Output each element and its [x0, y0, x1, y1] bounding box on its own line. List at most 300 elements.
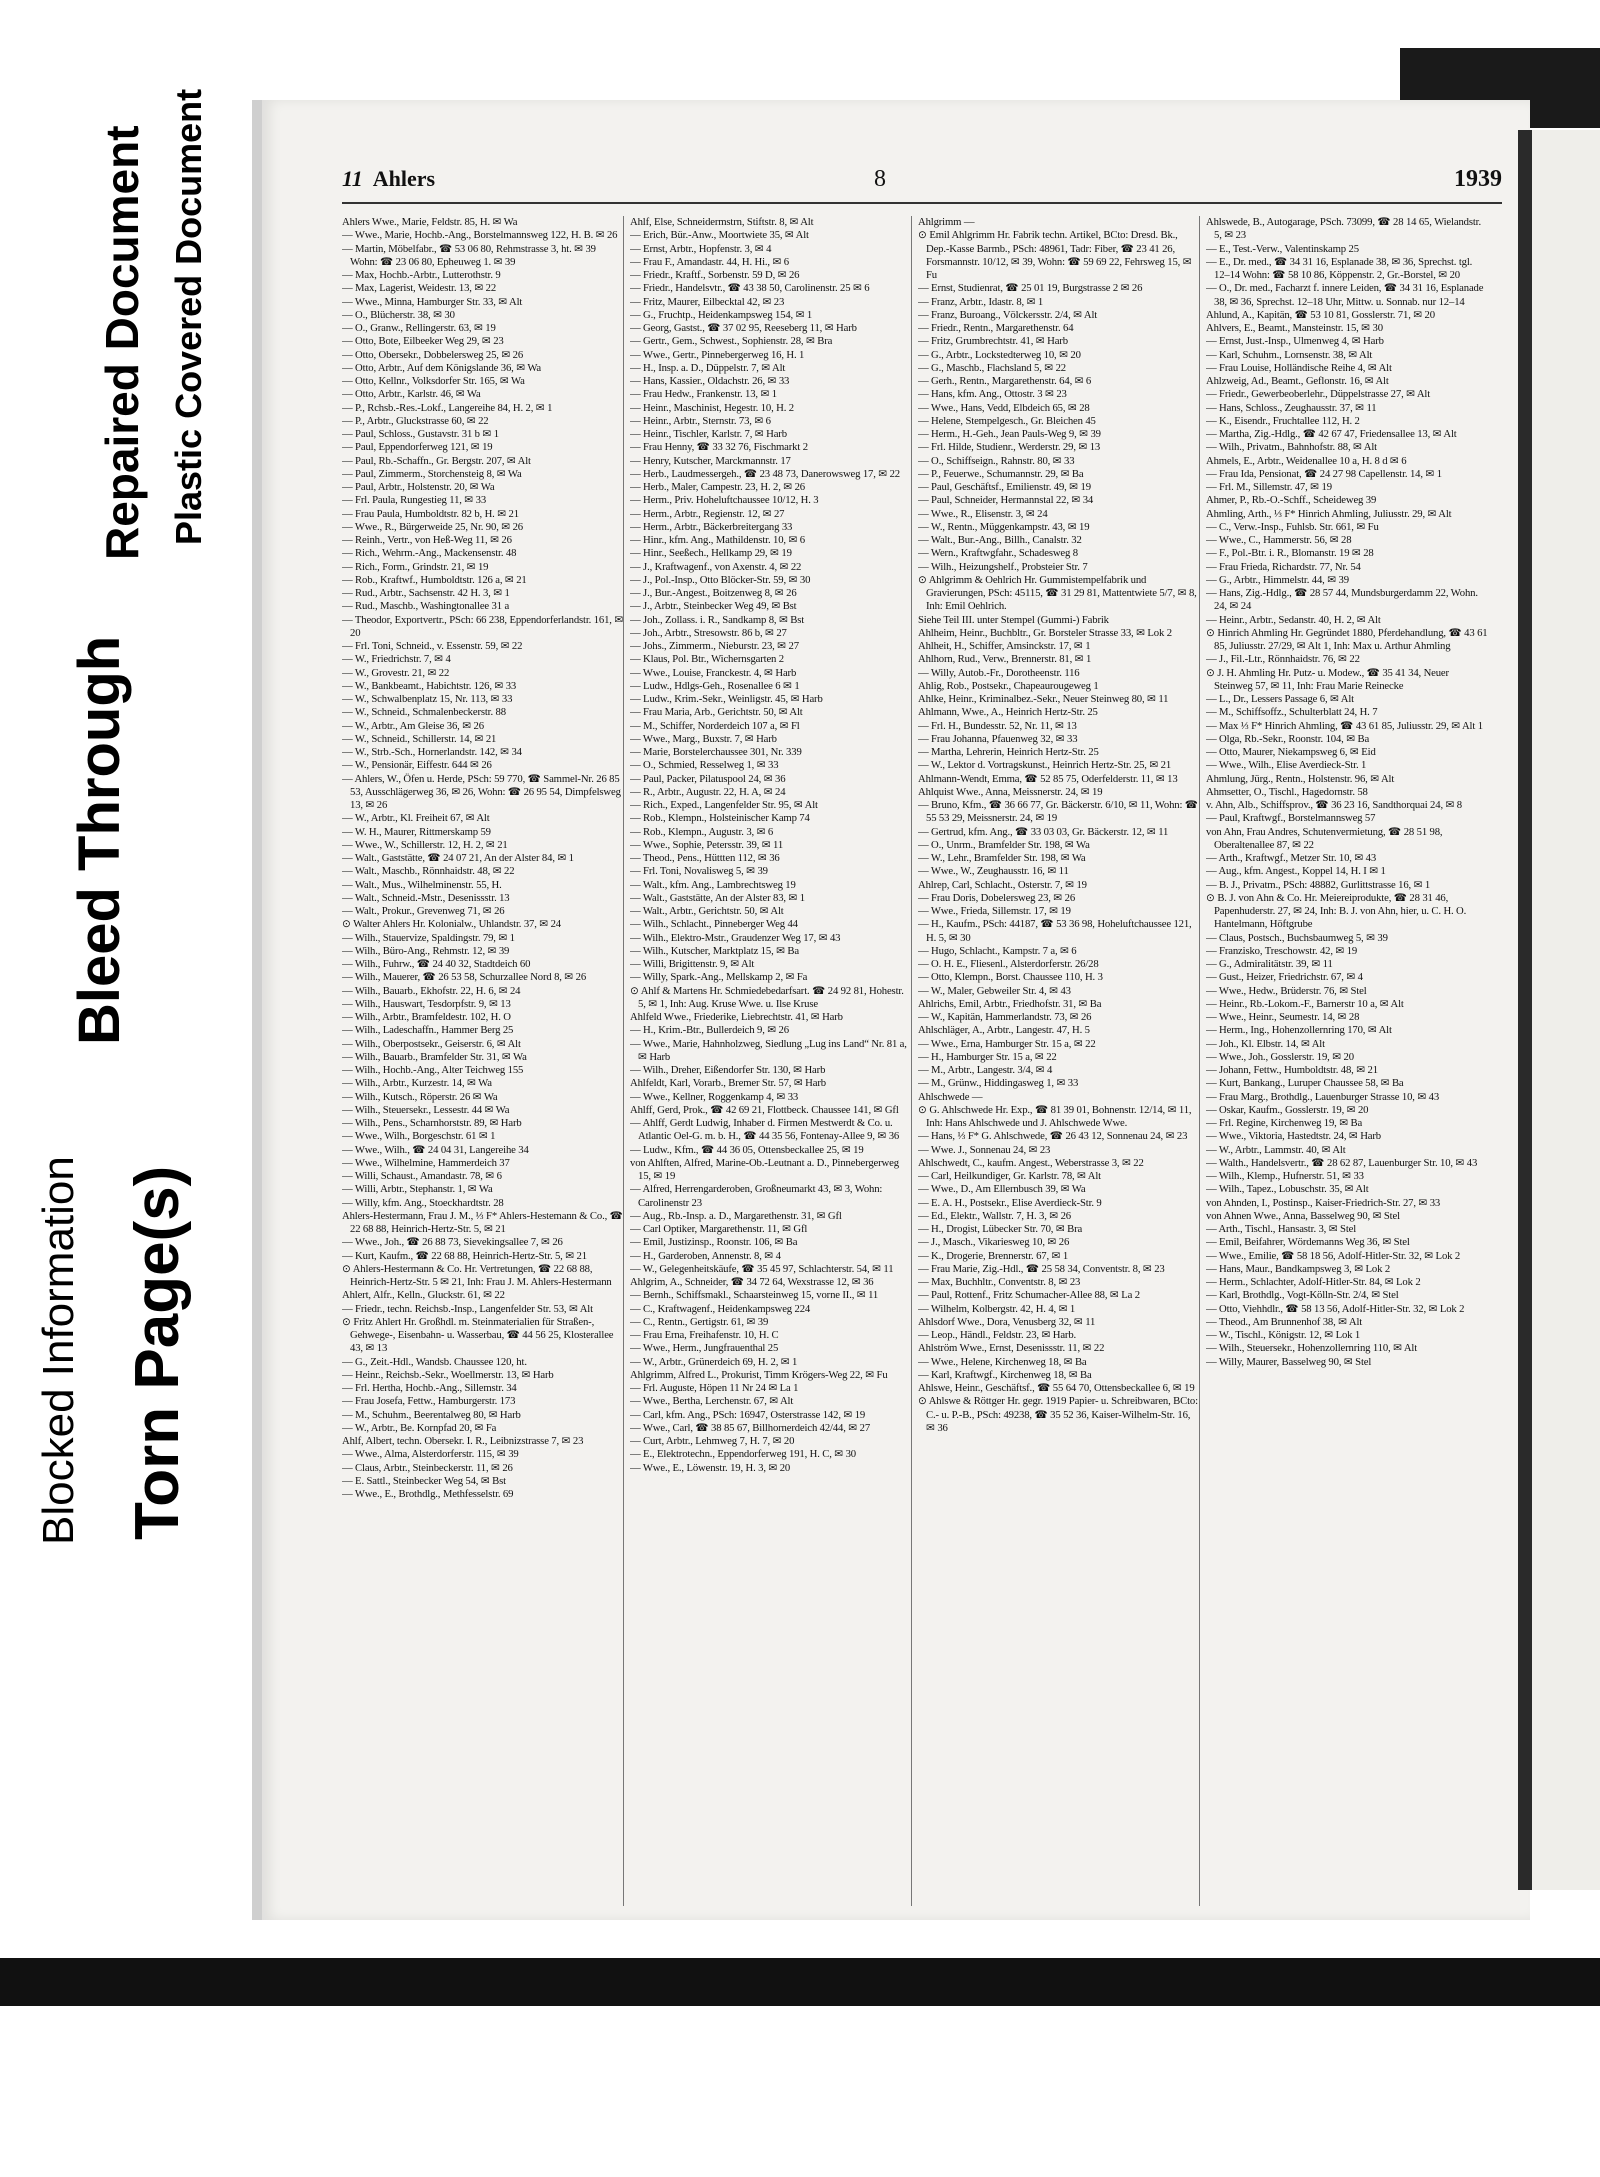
directory-entry: — Rich., Wehrm.-Ang., Mackensenstr. 48	[342, 547, 517, 560]
directory-entry: — Martha, Zig.-Hdlg., ☎ 42 67 47, Friedensallee 13, ✉ Alt	[1206, 428, 1457, 440]
column-4	[1206, 216, 1488, 1906]
directory-entry: — W., Arbtr., Lammstr. 40, ✉ Alt	[1206, 1143, 1346, 1156]
directory-entry: — Wwe., C., Hammerstr. 56, ✉ 28	[1206, 534, 1352, 546]
directory-entry: — Wilh., Arbtr., Bramfeldestr. 102, H. O	[342, 1011, 511, 1023]
directory-entry: — G., Fruchtp., Heidenkampsweg 154, ✉ 1	[630, 308, 813, 321]
directory-entry: — Wwe. J., Sonnenau 24, ✉ 23	[918, 1143, 1051, 1156]
directory-entry: ⊙ J. H. Ahmling Hr. Putz- u. Modew., ☎ 35 41 34, Neuer Steinweg 57, ✉ 11, Inh: Frau Marie Reinecke	[1206, 666, 1449, 692]
directory-entry: — Paul, Schneider, Hermannstal 22, ✉ 34	[918, 494, 1094, 507]
directory-entry: — W., Arbtr., Grünerdeich 69, H. 2, ✉ 1	[630, 1355, 798, 1368]
directory-entry: — Walt., Maschb., Rönnhaidstr. 48, ✉ 22	[342, 865, 515, 878]
directory-entry: — G., Admiralitätstr. 39, ✉ 11	[1206, 958, 1333, 970]
directory-entry: v. Ahn, Alb., Schiffsprov., ☎ 36 23 16, Sandthorquai 24, ✉ 8	[1206, 799, 1463, 811]
directory-entry: — Joh., Zollass. i. R., Sandkamp 8, ✉ Bst	[630, 613, 805, 626]
directory-entry: — Wilh., Mauerer, ☎ 26 53 58, Schurzallee Nord 8, ✉ 26	[342, 971, 587, 984]
directory-entry: — W., Rentn., Müggenkampstr. 43, ✉ 19	[918, 520, 1090, 533]
directory-entry: — Claus, Arbtr., Steinbeckerstr. 11, ✉ 26	[342, 1461, 513, 1474]
directory-entry: — M., Schuhm., Beerentalweg 80, ✉ Harb	[342, 1408, 521, 1421]
directory-entry: ⊙ Ahlswe & Röttger Hr. gegr. 1919 Papier- u. Schreibwaren, BCto: C.- u. P.-B., PSch: 49238, ☎ 35 52 36, Kaiser-Wilhelm-Str. 16, ✉ 36	[918, 1395, 1198, 1434]
directory-entry: — Paul, Rb.-Schaffn., Gr. Bergstr. 207, ✉ Alt	[342, 454, 531, 467]
directory-entry: — Carl Optiker, Margarethenstr. 11, ✉ Gfl	[630, 1223, 808, 1235]
directory-entry: — Willi, Arbtr., Stephanstr. 1, ✉ Wa	[342, 1183, 493, 1196]
page-number: 8	[874, 166, 886, 192]
directory-entry: — R., Arbtr., Augustr. 22, H. A, ✉ 24	[630, 785, 786, 798]
directory-entry: — C., Verw.-Insp., Fuhlsb. Str. 661, ✉ Fu	[1206, 520, 1379, 533]
directory-entry: — Willy, Autob.-Fr., Dorotheenstr. 116	[918, 666, 1080, 679]
directory-entry: — Wilh., Bauarb., Bramfelder Str. 31, ✉ Wa	[342, 1050, 527, 1063]
directory-entry: — Paul, Schloss., Gustavstr. 31 b ✉ 1	[342, 428, 499, 440]
directory-entry: — Karl, Brothdlg., Vogt-Kölln-Str. 2/4, ✉ Stel	[1206, 1289, 1399, 1302]
directory-entry: — W., Lehr., Bramfelder Str. 198, ✉ Wa	[918, 852, 1086, 864]
directory-entry: ⊙ Hinrich Ahmling Hr. Gegründet 1880, Pferdehandlung, ☎ 43 61 85, Juliusstr. 27/29, ✉ Alt 1, Inh: Max u. Arthur Ahmling	[1206, 626, 1488, 652]
directory-entry: — Wwe., E., Brothdlg., Methfesselstr. 69	[342, 1488, 514, 1500]
directory-entry: — Carl, kfm. Ang., PSch: 16947, Osterstrasse 142, ✉ 19	[630, 1408, 866, 1421]
directory-entry: — Theodor, Exportvertr., PSch: 66 238, Eppendorferlandstr. 161, ✉ 20	[342, 613, 624, 639]
directory-entry: von Ahnen Wwe., Anna, Basselweg 90, ✉ Stel	[1206, 1209, 1400, 1222]
directory-entry: Ahlmann-Wendt, Emma, ☎ 52 85 75, Oderfelderstr. 11, ✉ 13	[918, 772, 1178, 785]
directory-entry: — E., Dr. med., ☎ 34 31 16, Esplanade 38, ✉ 36, Sprechst. tgl. 12–14 Wohn: ☎ 58 10 86, Köppenstr. 2, Gr.-Borstel, ✉ 20	[1206, 255, 1473, 281]
directory-entry: — Herm., Schlachter, Adolf-Hitler-Str. 84, ✉ Lok 2	[1206, 1276, 1421, 1288]
directory-entry: — J., Pol.-Insp., Otto Blöcker-Str. 59, ✉ 30	[630, 573, 811, 586]
directory-entry: von Ahn, Frau Andres, Schutenvermietung, ☎ 28 51 98, Oberaltenallee 87, ✉ 22	[1206, 825, 1443, 851]
directory-entry: — Frau Paula, Humboldtstr. 82 b, H. ✉ 21	[342, 507, 519, 520]
directory-entry: — W., Bankbeamt., Habichtstr. 126, ✉ 33	[342, 679, 517, 692]
directory-entry: — Rob., Klempn., Holsteinischer Kamp 74	[630, 812, 810, 825]
directory-entry: Ahlschwede —	[918, 1090, 983, 1103]
directory-entry: — Franzisko, Treschowstr. 42, ✉ 19	[1206, 944, 1358, 957]
directory-entry: — O., Blücherstr. 38, ✉ 30	[342, 308, 455, 321]
directory-entry: — Frau Hedw., Frankenstr. 13, ✉ 1	[630, 388, 777, 401]
directory-entry: — Hans, kfm. Ang., Ottostr. 3 ✉ 23	[918, 388, 1067, 401]
directory-entry: — Karl, Kraftwgf., Kirchenweg 18, ✉ Ba	[918, 1368, 1092, 1381]
directory-entry: — Frl. Hertha, Hochb.-Ang., Sillemstr. 34	[342, 1382, 517, 1394]
directory-entry: — Ludw., Kfm., ☎ 44 36 05, Ottensbeckallee 25, ✉ 19	[630, 1143, 864, 1156]
directory-entry: — Johs., Zimmerm., Nieburstr. 23, ✉ 27	[630, 640, 799, 652]
directory-entry: — Wilh., Fuhrw., ☎ 24 40 32, Stadtdeich 60	[342, 958, 531, 970]
directory-entry: Ahlrichs, Emil, Arbtr., Friedhofstr. 31, ✉ Ba	[918, 997, 1102, 1010]
directory-entry: — Paul, Geschäftsf., Emilienstr. 49, ✉ 19	[918, 481, 1091, 493]
directory-entry: — Johann, Fettw., Humboldtstr. 48, ✉ 21	[1206, 1064, 1378, 1076]
scanner-border-bottom	[0, 1958, 1600, 2006]
directory-entry: ⊙ Ahlgrimm & Oehlrich Hr. Gummistempelfabrik und Gravierungen, PSch: 45115, ☎ 31 29 81, Mattentwiete 5/7, ✉ 8, Inh: Emil Oehlrich.	[918, 573, 1197, 613]
directory-entry: — J., Masch., Vikariesweg 10, ✉ 26	[918, 1236, 1070, 1249]
directory-entry: Ahlheim, Heinr., Buchbltr., Gr. Borsteler Strasse 33, ✉ Lok 2	[918, 626, 1172, 639]
directory-entry: — Frl. H., Bundesstr. 52, Nr. 11, ✉ 13	[918, 719, 1077, 732]
directory-entry: — Willy, Spark.-Ang., Mellskamp 2, ✉ Fa	[630, 971, 808, 984]
header-running-word: Ahlers	[372, 166, 436, 191]
label-bleed-through: Bleed Through	[67, 635, 132, 1045]
directory-entry: — Leop., Händl., Feldstr. 23, ✉ Harb.	[918, 1329, 1077, 1341]
directory-entry: — Walt., Bur.-Ang., Billh., Canalstr. 32	[918, 534, 1082, 546]
directory-entry: — Wwe., Joh., ☎ 26 88 73, Sievekingsallee 7, ✉ 26	[342, 1236, 563, 1249]
directory-entry: — W., Grovestr. 21, ✉ 22	[342, 666, 450, 679]
directory-entry: — Rud., Arbtr., Sachsenstr. 42 H. 3, ✉ 1	[342, 587, 510, 599]
directory-entry: — J., Fil.-Ltr., Rönnhaidstr. 76, ✉ 22	[1206, 653, 1360, 666]
directory-entry: — Martha, Lehrerin, Heinrich Hertz-Str. 25	[918, 746, 1099, 758]
directory-entry: — Wilh., Oberpostsekr., Geiserstr. 6, ✉ Alt	[342, 1037, 521, 1050]
directory-entry: Ahlers-Hestermann, Frau J. M., ⅓ F* Ahlers-Hestemann & Co., ☎ 22 68 88, Heinrich-Hertz-Str. 5, ✉ 21	[342, 1209, 623, 1235]
directory-entry: — Walt., Schneid.-Mstr., Desenissstr. 13	[342, 891, 510, 904]
directory-entry: — Carl, Heilkundiger, Gr. Karlstr. 78, ✉ Alt	[918, 1170, 1101, 1182]
directory-entry: — Otto, Obersekr., Dobbelersweg 25, ✉ 26	[342, 348, 524, 361]
directory-entry: — W., Schneid., Schillerstr. 14, ✉ 21	[342, 732, 497, 745]
directory-entry: — H., Hamburger Str. 15 a, ✉ 22	[918, 1050, 1057, 1063]
directory-entry: — Walt., Mus., Wilhelminenstr. 55, H.	[342, 878, 502, 891]
directory-entry: — Hinr., kfm. Ang., Mathildenstr. 10, ✉ 6	[630, 534, 805, 546]
directory-entry: — Wwe., Bertha, Lerchenstr. 67, ✉ Alt	[630, 1395, 794, 1408]
directory-entry: — Wilh., Heizungshelf., Probsteier Str. 7	[918, 560, 1088, 573]
directory-entry: Ahlrep, Carl, Schlacht., Osterstr. 7, ✉ 19	[918, 878, 1087, 891]
directory-entry: — Frl. Toni, Schneid., v. Essenstr. 59, ✉ 22	[342, 640, 523, 652]
directory-entry: — Rob., Kraftwf., Humboldtstr. 126 a, ✉ 21	[342, 573, 527, 586]
directory-entry: — Ahlers, W., Öfen u. Herde, PSch: 59 770, ☎ Sammel-Nr. 26 85 53, Ausschlägerweg 36, ✉ 26, Wohn: ☎ 26 95 54, Dimpfelsweg 13, ✉ 26	[342, 772, 621, 811]
directory-entry: — G., Arbtr., Lockstedterweg 10, ✉ 20	[918, 348, 1081, 361]
directory-entry: — Wwe., Frieda, Sillemstr. 17, ✉ 19	[918, 905, 1071, 917]
directory-entry: — Friedr., Gewerbeoberlehr., Düppelstrasse 27, ✉ Alt	[1206, 388, 1431, 401]
directory-entry: — Otto, Arbtr., Auf dem Königslande 36, ✉ Wa	[342, 361, 541, 374]
directory-entry: ⊙ Fritz Ahlert Hr. Großhdl. m. Steinmaterialien für Straßen-, Gehwege-, Eisenbahn- u. Wasserbau, ☎ 44 56 25, Klosterallee 43, ✉ 13	[342, 1315, 614, 1355]
directory-entry: — Wwe., Wilh., ☎ 24 04 31, Langereihe 34	[342, 1143, 529, 1156]
directory-entry: — Wilh., Steuersekr., Lessestr. 44 ✉ Wa	[342, 1103, 510, 1116]
directory-entry: — Oskar, Kaufm., Gosslerstr. 19, ✉ 20	[1206, 1103, 1369, 1116]
directory-entry: — W., Tischl., Königstr. 12, ✉ Lok 1	[1206, 1329, 1361, 1341]
directory-entry: — Wwe., Kellner, Roggenkamp 4, ✉ 33	[630, 1090, 799, 1103]
directory-entry: — J., Bur.-Angest., Boitzenweg 8, ✉ 26	[630, 587, 797, 599]
directory-entry: — M., Schiffsoffz., Schulterblatt 24, H. 7	[1206, 706, 1378, 719]
directory-entry: — Frl. Regine, Kirchenweg 19, ✉ Ba	[1206, 1117, 1363, 1129]
directory-entry: — Hans, Kassier., Oldachstr. 26, ✉ 33	[630, 375, 790, 387]
directory-entry: Ahlfeldt, Karl, Vorarb., Bremer Str. 57, ✉ Harb	[630, 1077, 826, 1090]
directory-entry: — W., Arbtr., Kl. Freiheit 67, ✉ Alt	[342, 812, 490, 825]
directory-entry: — Georg, Gastst., ☎ 37 02 95, Reeseberg 11, ✉ Harb	[630, 322, 857, 334]
directory-entry: — Otto, Bote, Eilbeeker Weg 29, ✉ 23	[342, 335, 504, 348]
directory-entry: von Ahlften, Alfred, Marine-Ob.-Leutnant a. D., Pinnebergerweg 15, ✉ 19	[630, 1156, 899, 1182]
directory-entry: — O., Schiffseign., Rahnstr. 80, ✉ 33	[918, 454, 1075, 467]
directory-entry: — H., Drogist, Lübecker Str. 70, ✉ Bra	[918, 1223, 1083, 1235]
directory-entry: ⊙ B. J. von Ahn & Co. Hr. Meiereiprodukte, ☎ 28 31 46, Papenhuderstr. 27, ✉ 24, Inh: B. J. von Ahn, hier, u. C. H. O. Hantelmann, Höftgrube	[1206, 891, 1467, 931]
directory-entry: — Wilh., Pens., Scharnhorststr. 89, ✉ Harb	[342, 1117, 522, 1129]
directory-entry: — Frau Erna, Freihafenstr. 10, H. C	[630, 1329, 779, 1341]
page-header	[342, 166, 1502, 198]
directory-entry: Ahlswe, Heinr., Geschäftsf., ☎ 55 64 70, Ottensbeckallee 6, ✉ 19	[918, 1382, 1195, 1394]
label-plastic-covered-document: Plastic Covered Document	[168, 88, 209, 545]
directory-entry: — Max, Hochb.-Arbtr., Lutterothstr. 9	[342, 269, 501, 281]
directory-entry: — Alfred, Herrengarderoben, Großneumarkt 43, ✉ 3, Wohn: Carolinenstr 23	[630, 1183, 883, 1209]
directory-entry: — Wwe., Marg., Buxstr. 7, ✉ Harb	[630, 732, 777, 745]
directory-entry: — Frl. Toni, Novalisweg 5, ✉ 39	[630, 865, 768, 878]
directory-entry: — Frau Doris, Dobelersweg 23, ✉ 26	[918, 891, 1076, 904]
directory-entry: Ahmling, Arth., ⅓ F* Hinrich Ahmling, Juliusstr. 29, ✉ Alt	[1206, 507, 1452, 520]
directory-entry: — Herm., Priv. Hoheluftchaussee 10/12, H. 3	[630, 494, 819, 507]
directory-entry: — Frau Ida, Pensionat, ☎ 24 27 98 Capellenstr. 14, ✉ 1	[1206, 467, 1442, 480]
directory-entry: — Frau Josefa, Fettw., Hamburgerstr. 173	[342, 1395, 516, 1408]
directory-entry: — W., Lektor d. Vortragskunst., Heinrich Hertz-Str. 25, ✉ 21	[918, 759, 1172, 772]
directory-entry: — Wwe., Alma, Alsterdorferstr. 115, ✉ 39	[342, 1448, 519, 1461]
directory-entry: — Franz, Arbtr., Idastr. 8, ✉ 1	[918, 295, 1044, 308]
directory-entry: — Wwe., E., Löwenstr. 19, H. 3, ✉ 20	[630, 1461, 791, 1474]
directory-entry: — Paul, Packer, Pilatuspool 24, ✉ 36	[630, 772, 786, 785]
directory-entry: — P., Arbtr., Gluckstrasse 60, ✉ 22	[342, 414, 489, 427]
directory-entry: — Ludw., Krim.-Sekr., Weinligstr. 45, ✉ Harb	[630, 693, 823, 705]
directory-entry: Ahlheit, H., Schiffer, Amsinckstr. 17, ✉ 1	[918, 640, 1091, 652]
directory-entry: — Walt., Gaststätte, An der Alster 83, ✉ 1	[630, 891, 805, 904]
directory-entry: — Frl. Paula, Rungestieg 11, ✉ 33	[342, 494, 487, 507]
directory-entry: — Paul, Arbtr., Holstenstr. 20, ✉ Wa	[342, 481, 495, 493]
column-divider	[1199, 216, 1200, 1906]
directory-entry: — C., Kraftwagenf., Heidenkampsweg 224	[630, 1302, 811, 1315]
directory-entry: — Aug., Rb.-Insp. a. D., Margarethenstr. 31, ✉ Gfl	[630, 1209, 842, 1222]
directory-entry: — Heinr., Reichsb.-Sekr., Woellmerstr. 13, ✉ Harb	[342, 1368, 554, 1381]
header-year: 1939	[1454, 166, 1502, 192]
directory-entry: — Wwe., Wilhelmine, Hammerdeich 37	[342, 1156, 510, 1169]
directory-entry: — Wwe., R., Bürgerweide 25, Nr. 90, ✉ 26	[342, 520, 523, 533]
directory-entry: — Heinr., Rb.-Lokom.-F., Barnerstr 10 a, ✉ Alt	[1206, 997, 1404, 1010]
directory-entry: — J., Arbtr., Steinbecker Weg 49, ✉ Bst	[630, 600, 797, 613]
directory-entry: — Wwe., Wilh., Elise Averdieck-Str. 1	[1206, 759, 1367, 772]
directory-entry: — H., Garderoben, Annenstr. 8, ✉ 4	[630, 1249, 781, 1262]
directory-entry: — Max, Buchhltr., Conventstr. 8, ✉ 23	[918, 1276, 1081, 1288]
directory-entry: — Wwe., Helene, Kirchenweg 18, ✉ Ba	[918, 1355, 1087, 1368]
directory-entry: — Hans, Schloss., Zeughausstr. 37, ✉ 11	[1206, 401, 1377, 414]
directory-entry: — Wwe., Joh., Gosslerstr. 19, ✉ 20	[1206, 1050, 1354, 1063]
column-3	[918, 216, 1200, 1906]
directory-entry: — Wilh., Klemp., Hufnerstr. 51, ✉ 33	[1206, 1170, 1364, 1182]
directory-entry: — Otto, Klempn., Borst. Chaussee 110, H. 3	[918, 971, 1103, 984]
directory-entry: Ahlvers, E., Beamt., Mansteinstr. 15, ✉ 30	[1206, 322, 1383, 334]
column-2	[630, 216, 912, 1906]
directory-entry: — Heinr., Tischler, Karlstr. 7, ✉ Harb	[630, 428, 787, 440]
directory-entry: — Wilh., Steuersekr., Hohenzollernring 110, ✉ Alt	[1206, 1342, 1418, 1355]
directory-entry: — Wilh., Kutsch., Röperstr. 26 ✉ Wa	[342, 1090, 498, 1103]
directory-entry: — Otto, Kellnr., Volksdorfer Str. 165, ✉ Wa	[342, 375, 525, 387]
directory-entry: — Gust., Heizer, Friedrichstr. 67, ✉ 4	[1206, 971, 1363, 984]
directory-page	[252, 100, 1530, 1920]
directory-entry: — W., Maler, Gebweiler Str. 4, ✉ 43	[918, 984, 1071, 997]
directory-entry: — L., Dr., Lessers Passage 6, ✉ Alt	[1206, 693, 1354, 705]
label-blocked-information: Blocked Information	[34, 1156, 83, 1545]
directory-entry: — W., Schwalbenplatz 15, Nr. 113, ✉ 33	[342, 693, 513, 705]
directory-entry: — W., Pensionär, Eiffestr. 644 ✉ 26	[342, 759, 492, 772]
directory-entry: — Ernst, Arbtr., Hopfenstr. 3, ✉ 4	[630, 242, 772, 255]
directory-entry: — Paul, Zimmerm., Storchensteig 8, ✉ Wa	[342, 467, 522, 480]
directory-entry: — Bruno, Kfm., ☎ 36 66 77, Gr. Bäckerstr. 6/10, ✉ 11, Wohn: ☎ 55 53 29, Meissnerstr. 24, ✉ 19	[918, 799, 1198, 825]
directory-entry: — Wwe., Sophie, Petersstr. 39, ✉ 11	[630, 838, 784, 851]
directory-entry: — Frl. M., Sillemstr. 47, ✉ 19	[1206, 481, 1332, 493]
directory-entry: ⊙ Walter Ahlers Hr. Kolonialw., Uhlandstr. 37, ✉ 24	[342, 918, 561, 931]
directory-entry: Ahmlung, Jürg., Rentn., Holstenstr. 96, ✉ Alt	[1206, 772, 1395, 785]
directory-entry: Ahlschläger, A., Arbtr., Langestr. 47, H. 5	[918, 1024, 1090, 1037]
directory-entry: — Henry, Kutscher, Marckmannstr. 17	[630, 454, 791, 467]
directory-entry: — Wwe., W., Schillerstr. 12, H. 2, ✉ 21	[342, 838, 508, 851]
directory-entry: — Gertrud, kfm. Ang., ☎ 33 03 03, Gr. Bäckerstr. 12, ✉ 11	[918, 825, 1169, 838]
directory-entry: Ahlmann, Wwe., A., Heinrich Hertz-Str. 25	[918, 706, 1098, 719]
directory-entry: — Wwe., W., Zeughausstr. 16, ✉ 11	[918, 865, 1069, 878]
directory-entry: — Kurt, Kaufm., ☎ 22 68 88, Heinrich-Hertz-Str. 5, ✉ 21	[342, 1249, 587, 1262]
directory-entry: — Wwe., D., Am Ellernbusch 39, ✉ Wa	[918, 1183, 1086, 1196]
directory-entry: — Curt, Arbtr., Lehmweg 7, H. 7, ✉ 20	[630, 1435, 795, 1447]
directory-entry: — Fritz, Grumbrechtstr. 41, ✉ Harb	[918, 335, 1068, 348]
directory-entry: — Heinr., Maschinist, Hegestr. 10, H. 2	[630, 401, 794, 414]
directory-entry: — Otto, Arbtr., Karlstr. 46, ✉ Wa	[342, 388, 481, 401]
directory-entry: von Ahnden, I., Postinsp., Kaiser-Friedrich-Str. 27, ✉ 33	[1206, 1196, 1441, 1209]
directory-entry: — W., Kapitän, Hammerlandstr. 73, ✉ 26	[918, 1011, 1092, 1023]
directory-entry: — E. Sattl., Steinbecker Weg 54, ✉ Bst	[342, 1474, 506, 1487]
directory-entry: — E. A. H., Postsekr., Elise Averdieck-Str. 9	[918, 1196, 1102, 1209]
directory-entry: — Erich, Bür.-Anw., Moortwiete 35, ✉ Alt	[630, 229, 809, 242]
directory-entry: — Willi, Brigittenstr. 9, ✉ Alt	[630, 958, 755, 970]
directory-entry: — Karl, Schuhm., Lornsenstr. 38, ✉ Alt	[1206, 348, 1373, 361]
directory-entry: — Frau F., Amandastr. 44, H. Hi., ✉ 6	[630, 255, 789, 268]
directory-entry: — Wilh., Stauervize, Spaldingstr. 79, ✉ 1	[342, 931, 515, 944]
directory-entry: — Frau Henny, ☎ 33 32 76, Fischmarkt 2	[630, 441, 808, 454]
directory-entry: — W. H., Maurer, Rittmerskamp 59	[342, 825, 491, 838]
directory-entry: — Wwe., R., Elisenstr. 3, ✉ 24	[918, 507, 1048, 520]
directory-entry: — Willi, Schaust., Amandastr. 78, ✉ 6	[342, 1170, 502, 1182]
directory-entry: Ahlschwedt, C., kaufm. Angest., Weberstrasse 3, ✉ 22	[918, 1156, 1144, 1169]
directory-entry: — Aug., kfm. Angest., Koppel 14, H. I ✉ 1	[1206, 865, 1386, 878]
directory-entry: — Wilh., Ladeschaffn., Hammer Berg 25	[342, 1024, 514, 1037]
directory-entry: — Claus, Postsch., Buchsbaumweg 5, ✉ 39	[1206, 931, 1388, 944]
facing-page-edge	[1532, 130, 1600, 1890]
directory-entry: — Arth., Kraftwgf., Metzer Str. 10, ✉ 43	[1206, 852, 1377, 864]
directory-entry: — Herm., H.-Geh., Jean Pauls-Weg 9, ✉ 39	[918, 428, 1101, 440]
directory-entry: Ahlke, Heinr., Kriminalbez.-Sekr., Neuer Steinweg 80, ✉ 11	[918, 693, 1169, 705]
directory-entry: — M., Arbtr., Langestr. 3/4, ✉ 4	[918, 1064, 1053, 1076]
directory-entry: — Paul, Eppendorferweg 121, ✉ 19	[342, 441, 493, 454]
directory-entry: — O., Unrm., Bramfelder Str. 198, ✉ Wa	[918, 838, 1090, 851]
directory-entry: — G., Arbtr., Himmelstr. 44, ✉ 39	[1206, 573, 1349, 586]
directory-entry: — Paul, Kraftwgf., Borstelmannsweg 57	[1206, 812, 1376, 825]
directory-entry: Ahlzweig, Ad., Beamt., Geflonstr. 16, ✉ Alt	[1206, 375, 1389, 387]
directory-entry: — Martin, Möbelfabr., ☎ 53 06 80, Rehmstrasse 3, ht. ✉ 39 Wohn: ☎ 23 06 80, Epheuweg 1. ✉ 39	[342, 242, 596, 268]
directory-entry: — H., Krim.-Btr., Bullerdeich 9, ✉ 26	[630, 1024, 789, 1037]
directory-entry: — Fritz, Maurer, Eilbecktal 42, ✉ 23	[630, 295, 785, 308]
directory-entry: ⊙ Emil Ahlgrimm Hr. Fabrik techn. Artikel, BCto: Dresd. Bk., Dep.-Kasse Barmb., PSch: 48961, Tadr: Fiber, ☎ 23 41 26, Forsmannstr. 10/12, ✉ 39, Wohn: ☎ 59 69 22, Fehrsweg 15, ✉ Fu	[918, 229, 1192, 281]
directory-entry: Ahlund, A., Kapitän, ☎ 53 10 81, Gosslerstr. 71, ✉ 20	[1206, 308, 1435, 321]
directory-entry: — Walt., Prokur., Grevenweg 71, ✉ 26	[342, 905, 505, 917]
directory-entry: — Heinr., Arbtr., Sternstr. 73, ✉ 6	[630, 414, 771, 427]
directory-entry: — Joh., Arbtr., Stresowstr. 86 b, ✉ 27	[630, 626, 787, 639]
directory-entry: — Frau Marie, Zig.-Hdl., ☎ 25 58 34, Conventstr. 8, ✉ 23	[918, 1262, 1165, 1275]
directory-entry: — Herm., Arbtr., Bäckerbreitergang 33	[630, 520, 793, 533]
directory-entry: — Wwe., Carl, ☎ 38 85 67, Billhornerdeich 42/44, ✉ 27	[630, 1421, 871, 1434]
directory-entry: — Herb., Maler, Campestr. 23, H. 2, ✉ 26	[630, 481, 805, 493]
directory-entry: — Willy, Maurer, Basselweg 90, ✉ Stel	[1206, 1355, 1372, 1368]
directory-entry: — Hans, ⅓ F* G. Ahlschwede, ☎ 26 43 12, Sonnenau 24, ✉ 23	[918, 1130, 1188, 1143]
directory-entry: — Bernh., Schiffsmakl., Schaarsteinweg 15, vorne II., ✉ 11	[630, 1289, 879, 1302]
book-gutter	[1518, 130, 1532, 1890]
directory-entry: — O., Schmied, Resselweg 1, ✉ 33	[630, 759, 779, 772]
directory-entry: — Frl. Auguste, Höpen 11 Nr 24 ✉ La 1	[630, 1382, 799, 1394]
directory-entry: — O., Dr. med., Facharzt f. innere Leiden, ☎ 34 31 16, Esplanade 38, ✉ 36, Sprechst. 12–18 Uhr, Mittw. u. Sonnab. nur 12–14	[1206, 282, 1484, 308]
directory-entry: Ahlig, Rob., Postsekr., Chapeaurougeweg 1	[918, 679, 1099, 692]
directory-entry: — Hans, Maur., Bandkampsweg 3, ✉ Lok 2	[1206, 1262, 1391, 1275]
column-divider	[911, 216, 912, 1906]
directory-entry: — Wilh., Büro-Ang., Rehmstr. 12, ✉ 39	[342, 944, 510, 957]
directory-entry: — Wwe., Gertr., Pinnebergerweg 16, H. 1	[630, 348, 805, 361]
directory-entry: Ahlf, Else, Schneidermstrn, Stiftstr. 8, ✉ Alt	[630, 216, 814, 228]
directory-entry: — G., Maschb., Flachsland 5, ✉ 22	[918, 361, 1066, 374]
directory-entry: — Theod., Am Brunnenhof 38, ✉ Alt	[1206, 1315, 1363, 1328]
directory-entry: — Olga, Rb.-Sekr., Roonstr. 104, ✉ Ba	[1206, 732, 1370, 745]
label-repaired-document: Repaired Document	[96, 125, 148, 560]
directory-entry: Ahlsdorf Wwe., Dora, Venusberg 32, ✉ 11	[918, 1315, 1096, 1328]
directory-entry: Ahlff, Gerd, Prok., ☎ 42 69 21, Flottbeck. Chaussee 141, ✉ Gfl	[630, 1103, 899, 1116]
directory-entry: — Gerh., Rentn., Margarethenstr. 64, ✉ 6	[918, 375, 1092, 387]
directory-entry: — Wilh., Dreher, Eißendorfer Str. 130, ✉ Harb	[630, 1064, 826, 1076]
directory-entry: — M., Schiffer, Norderdeich 107 a, ✉ Fl	[630, 719, 800, 732]
directory-entry: — Hans, Zig.-Hdlg., ☎ 28 57 44, Mundsburgerdamm 22, Wohn. 24, ✉ 24	[1206, 587, 1478, 613]
directory-entry: — Wwe., Erna, Hamburger Str. 15 a, ✉ 22	[918, 1037, 1096, 1050]
directory-entry: — Hinr., Seeßech., Hellkamp 29, ✉ 19	[630, 547, 792, 560]
directory-entry: — Klaus, Pol. Btr., Wichernsgarten 2	[630, 653, 784, 666]
directory-entry: — Frau Marg., Brothdlg., Lauenburger Strasse 10, ✉ 43	[1206, 1090, 1440, 1103]
directory-entry: — Walt., Gaststätte, ☎ 24 07 21, An der Alster 84, ✉ 1	[342, 852, 574, 864]
directory-entry: — H., Insp. a. D., Düppelstr. 7, ✉ Alt	[630, 361, 786, 374]
directory-entry: — Franz, Buroang., Völckersstr. 2/4, ✉ Alt	[918, 308, 1098, 321]
directory-entry: — W., Arbtr., Be. Kornpfad 20, ✉ Fa	[342, 1421, 497, 1434]
directory-entry: — Frau Louise, Holländische Reihe 4, ✉ Alt	[1206, 361, 1392, 374]
directory-entry: Ahlgrimm, Alfred L., Prokurist, Timm Krögers-Weg 22, ✉ Fu	[630, 1368, 888, 1381]
directory-entry: Siehe Teil III. unter Stempel (Gummi-) Fabrik	[918, 613, 1109, 626]
directory-entry: — Ahlff, Gerdt Ludwig, Inhaber d. Firmen Mestwerdt & Co. u. Atlantic Oel-G. m. b. H., ☎ 44 35 56, Fontenay-Allee 9, ✉ 36	[630, 1117, 900, 1143]
directory-entry: — Rud., Maschb., Washingtonallee 31 a	[342, 600, 510, 613]
directory-entry: — Frau Frieda, Richardstr. 77, Nr. 54	[1206, 560, 1361, 573]
directory-entry: Ahlström Wwe., Ernst, Desenissstr. 11, ✉ 22	[918, 1342, 1105, 1355]
directory-entry: — Emil, Justizinsp., Roonstr. 106, ✉ Ba	[630, 1236, 798, 1249]
directory-entry: — Theod., Pens., Hüttten 112, ✉ 36	[630, 852, 780, 864]
directory-entry: — W., Arbtr., Am Gleise 36, ✉ 26	[342, 719, 484, 732]
directory-entry: — Arth., Tischl., Hansastr. 3, ✉ Stel	[1206, 1223, 1357, 1235]
header-page-id: 11	[342, 166, 363, 191]
directory-entry: — Wwe., Herm., Jungfrauenthal 25	[630, 1342, 779, 1355]
directory-entry: — Rich., Form., Grindstr. 21, ✉ 19	[342, 560, 489, 573]
directory-entry: — F., Pol.-Btr. i. R., Blomanstr. 19 ✉ 28	[1206, 547, 1374, 560]
directory-entry: — Wilh., Kutscher, Marktplatz 15, ✉ Ba	[630, 944, 800, 957]
directory-entry: — Otto, Maurer, Niekampsweg 6, ✉ Eid	[1206, 746, 1376, 758]
directory-entry: — Wwe., Marie, Hochb.-Ang., Borstelmannsweg 122, H. B. ✉ 26	[342, 229, 618, 242]
directory-entry: — Wilh., Elektro-Mstr., Graudenzer Weg 17, ✉ 43	[630, 931, 841, 944]
directory-entry: Ahlhorn, Rud., Verw., Brennerstr. 81, ✉ 1	[918, 653, 1092, 666]
directory-entry: — Wern., Kraftwgfahr., Schadesweg 8	[918, 547, 1078, 560]
directory-entry: — Frau Johanna, Pfauenweg 32, ✉ 33	[918, 732, 1078, 745]
directory-entry: — O. H. E., Fliesenl., Alsterdorferstr. 26/28	[918, 958, 1099, 970]
directory-entry: — Frl. Hilde, Studienr., Werderstr. 29, ✉ 13	[918, 441, 1101, 454]
directory-entry: — Otto, Viehhdlr., ☎ 58 13 56, Adolf-Hitler-Str. 32, ✉ Lok 2	[1206, 1302, 1465, 1315]
directory-entry: — Ernst, Studienrat, ☎ 25 01 19, Burgstrasse 2 ✉ 26	[918, 282, 1143, 295]
directory-entry: — B. J., Privatm., PSch: 48882, Gurlittstrasse 16, ✉ 1	[1206, 878, 1431, 891]
directory-entry: — Hugo, Schlacht., Kampstr. 7 a, ✉ 6	[918, 944, 1077, 957]
directory-entry: — Kurt, Bankang., Luruper Chaussee 58, ✉ Ba	[1206, 1077, 1404, 1090]
directory-entry: Ahmels, E., Arbtr., Weidenallee 10 a, H. 8 d ✉ 6	[1206, 454, 1407, 467]
directory-entry: — Ernst, Just.-Insp., Ulmenweg 4, ✉ Harb	[1206, 335, 1384, 348]
directory-entry: — P., Rchsb.-Res.-Lokf., Langereihe 84, H. 2, ✉ 1	[342, 401, 553, 414]
directory-entry: — Walth., Handelsvertr., ☎ 28 62 87, Lauenburger Str. 10, ✉ 43	[1206, 1156, 1478, 1169]
directory-entry: — Rob., Klempn., Augustr. 3, ✉ 6	[630, 825, 774, 838]
directory-entry: — Wilh., Arbtr., Kurzestr. 14, ✉ Wa	[342, 1077, 492, 1090]
directory-entry: — Helene, Stempelgesch., Gr. Bleichen 45	[918, 414, 1096, 427]
directory-entry: — Reinh., Vertr., von Heß-Weg 11, ✉ 26	[342, 534, 512, 546]
directory-entry: Ahlfeld Wwe., Friederike, Liebrechtstr. 41, ✉ Harb	[630, 1011, 843, 1023]
directory-entry: — J., Kraftwagenf., von Axenstr. 4, ✉ 22	[630, 560, 802, 573]
directory-entry: — E., Elektrotechn., Eppendorferweg 191, H. C, ✉ 30	[630, 1448, 856, 1461]
directory-entry: Ahlswede, B., Autogarage, PSch. 73099, ☎ 28 14 65, Wielandstr. 5, ✉ 23	[1206, 216, 1481, 242]
directory-entry: — Wwe., Minna, Hamburger Str. 33, ✉ Alt	[342, 295, 523, 308]
directory-entry: — Friedr., Kraftf., Sorbenstr. 59 D, ✉ 26	[630, 269, 800, 281]
directory-entry: — Joh., Kl. Elbstr. 14, ✉ Alt	[1206, 1037, 1325, 1050]
directory-entry: — W., Gelegenheitskäufe, ☎ 35 45 97, Schlachterstr. 54, ✉ 11	[630, 1262, 894, 1275]
directory-entry: — Friedr., Handelsvtr., ☎ 43 38 50, Carolinenstr. 25 ✉ 6	[630, 282, 870, 295]
